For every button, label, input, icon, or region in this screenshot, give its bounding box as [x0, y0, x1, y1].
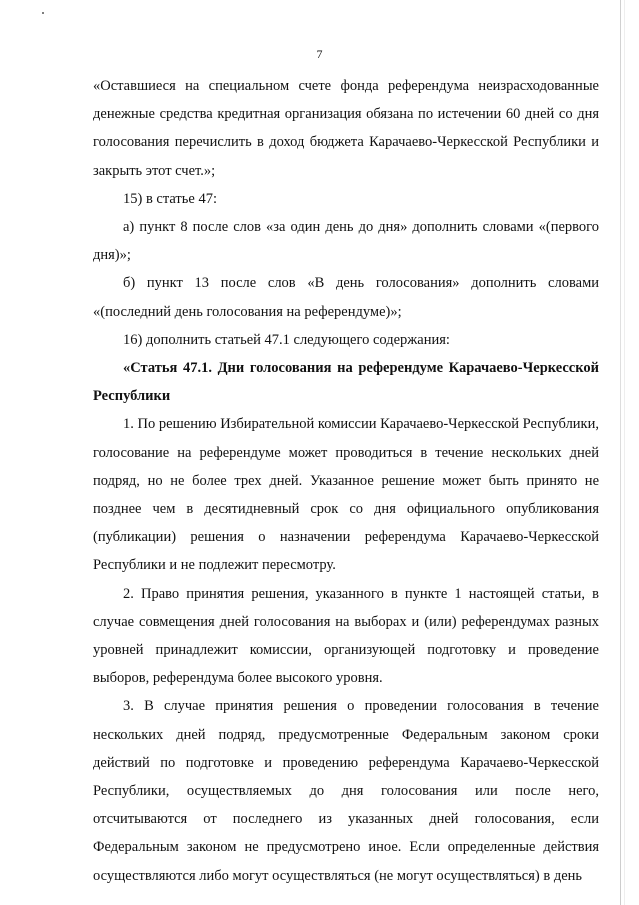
paragraph-subitem-b: б) пункт 13 после слов «В день голосования» дополнить словами «(последний день голосования на референдуме)»; [93, 275, 599, 320]
scan-edge-line [620, 0, 621, 905]
scan-speck [42, 12, 44, 14]
scan-edge-line-secondary [624, 0, 625, 905]
article-point-1: 1. По решению Избирательной комиссии Карачаево-Черкесской Республики, голосование на референдуме может проводиться в течение нескольких дней подряд, но не более трех дней. Указанное решение может быть принято не позднее чем в десятидневный срок со дня официального опубликования (публикации) решения о назначении референдума Карачаево-Черкесской Республики и не подлежит пересмотру. [93, 416, 599, 574]
paragraph-subitem-a: а) пункт 8 после слов «за один день до дня» дополнить словами «(первого дня)»; [93, 219, 599, 264]
paragraph-item-15: 15) в статье 47: [123, 190, 217, 207]
article-heading: «Статья 47.1. Дни голосования на референдуме Карачаево-Черкесской Республики [93, 360, 599, 405]
article-point-2: 2. Право принятия решения, указанного в пункте 1 настоящей статьи, в случае совмещения дней голосования на выборах и (или) референдумах разных уровней принадлежит комиссии, организующей подготовку и проведение выборов, референдума более высокого уровня. [93, 585, 599, 687]
page-number: 7 [316, 47, 323, 61]
article-point-3: 3. В случае принятия решения о проведении голосования в течение нескольких дней подряд, предусмотренные Федеральным законом сроки действий по подготовке и проведению референдума Карачаево-Черкесской Республики, осуществляемых до дня голосования или после него, отсчитываются от последнего из указанных дней голосования, если Федеральным законом не предусмотрено иное. Если определенные действия осуществляются либо могут осуществляться (не могут осуществляться) в день [93, 698, 599, 884]
paragraph-remaining-funds: «Оставшиеся на специальном счете фонда референдума неизрасходованные денежные средства кредитная организация обязана по истечении 60 дней со дня голосования перечислить в доход бюджета Карачаево-Черкесской Республики и закрыть этот счет.»; [93, 78, 599, 179]
paragraph-item-16: 16) дополнить статьей 47.1 следующего содержания: [123, 331, 450, 348]
document-body [93, 72, 599, 890]
